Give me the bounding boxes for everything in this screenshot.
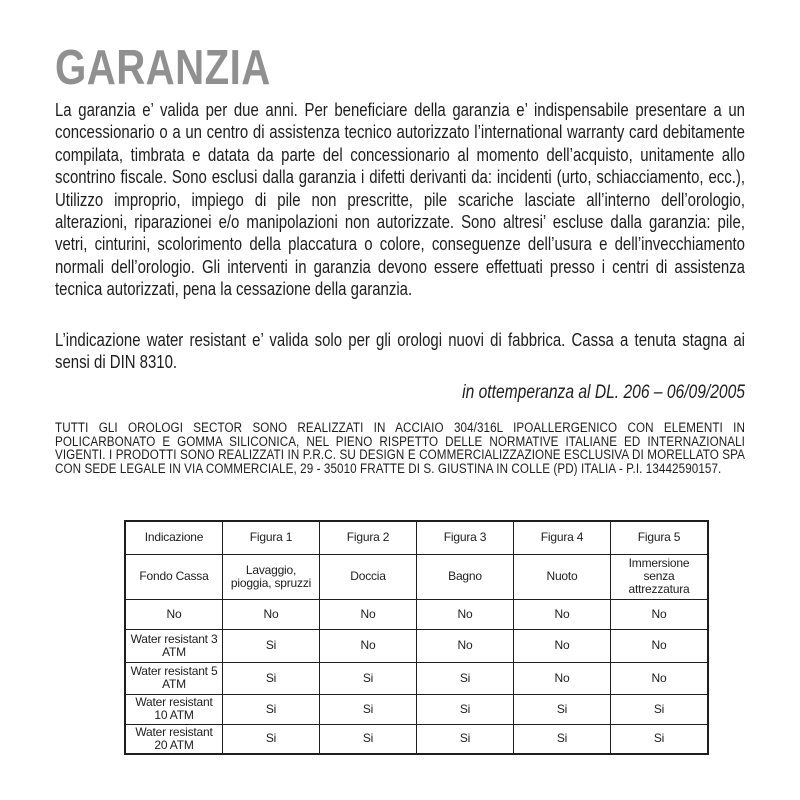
value-cell: Si	[611, 724, 709, 754]
table-row	[125, 554, 708, 599]
value-cell: Nuoto	[514, 554, 611, 599]
water-resistance-table	[124, 520, 709, 755]
row-label-cell: Water resistant 5 ATM	[125, 662, 223, 694]
value-cell: No	[514, 629, 611, 662]
row-label-cell: Water resistant 10 ATM	[125, 694, 223, 724]
water-resistance-table-head	[125, 521, 708, 554]
row-label-cell: No	[125, 599, 223, 629]
value-cell: No	[611, 599, 709, 629]
manufacturer-info-paragraph: TUTTI GLI OROLOGI SECTOR SONO REALIZZATI IN ACCIAIO 304/316L IPOALLERGENICO CON ELEMENTI IN POLICARBONATO E GOMMA SILICONICA, NEL PIENO RISPETTO DELLE NORMATIVE ITALIANE ED INTERNAZIONALI VIGENTI. I PRODOTTI SONO REALIZZATI IN P.R.C. SU DESIGN E COMMERCIALIZZAZIONE ESCLUSIVA DI MORELLATO SPA CON SEDE LEGALE IN VIA COMMERCIALE, 29 - 35010 FRATTE DI S. GIUSTINA IN COLLE (PD) ITALIA - P.I. 13442590157.	[55, 420, 745, 477]
value-cell: Si	[223, 662, 320, 694]
value-cell: No	[417, 599, 514, 629]
value-cell: Si	[223, 629, 320, 662]
value-cell: Doccia	[320, 554, 417, 599]
value-cell: Lavaggio, pioggia, spruzzi	[223, 554, 320, 599]
table-header-cell: Figura 4	[514, 521, 611, 554]
value-cell: Si	[514, 694, 611, 724]
value-cell: No	[611, 662, 709, 694]
value-cell: No	[320, 629, 417, 662]
value-cell: Si	[320, 694, 417, 724]
water-resistance-table-body	[125, 554, 708, 754]
table-header-cell: Figura 5	[611, 521, 709, 554]
value-cell: Si	[514, 724, 611, 754]
table-header-cell: Figura 1	[223, 521, 320, 554]
value-cell: Bagno	[417, 554, 514, 599]
table-row	[125, 662, 708, 694]
value-cell: Si	[417, 662, 514, 694]
value-cell: No	[611, 629, 709, 662]
value-cell: No	[514, 599, 611, 629]
table-header-cell: Figura 3	[417, 521, 514, 554]
table-row	[125, 629, 708, 662]
value-cell: Si	[611, 694, 709, 724]
water-resistant-note-paragraph: L’indicazione water resistant e’ valida solo per gli orologi nuovi di fabbrica. Cassa a tenuta stagna ai sensi di DIN 8310.	[55, 330, 745, 373]
value-cell: Si	[320, 662, 417, 694]
value-cell: Immersione senza attrezzatura	[611, 554, 709, 599]
table-header-cell: Figura 2	[320, 521, 417, 554]
value-cell: No	[514, 662, 611, 694]
value-cell: Si	[320, 724, 417, 754]
table-header-row	[125, 521, 708, 554]
warranty-terms-paragraph: La garanzia e’ valida per due anni. Per beneficiare della garanzia e’ indispensabile presentare a un concessionario o a un centro di assistenza tecnico autorizzato l’international warranty card debitamente compilata, timbrata e datata da parte del concessionario al momento dell’acquisto, unitamente allo scontrino fiscale. Sono esclusi dalla garanzia i difetti derivanti da: incidenti (urto, schiacciamento, ecc.), Utilizzo improprio, impiego di pile non prescritte, pile scariche lasciate all’interno dell’orologio, alterazioni, riparazionei e/o manipolazioni non autorizzate. Sono altresi’ escluse dalla garanzia: pile, vetri, cinturini, scolorimento della placcatura o colore, conseguenze dell’usura e dell’invecchiamento normali dell’orologio. Gli interventi in garanzia devono essere effettuati presso i centri di assistenza tecnica autorizzati, pena la cessazione della garanzia.	[55, 100, 745, 300]
row-label-cell: Water resistant 3 ATM	[125, 629, 223, 662]
value-cell: Si	[417, 694, 514, 724]
value-cell: Si	[417, 724, 514, 754]
value-cell: No	[417, 629, 514, 662]
table-row	[125, 599, 708, 629]
page-title: GARANZIA	[55, 41, 271, 95]
value-cell: No	[320, 599, 417, 629]
table-row	[125, 724, 708, 754]
value-cell: Si	[223, 724, 320, 754]
compliance-note: in ottemperanza al DL. 206 – 06/09/2005	[462, 382, 745, 403]
row-label-cell: Fondo Cassa	[125, 554, 223, 599]
table-row	[125, 694, 708, 724]
table-header-cell: Indicazione	[125, 521, 223, 554]
value-cell: No	[223, 599, 320, 629]
row-label-cell: Water resistant 20 ATM	[125, 724, 223, 754]
value-cell: Si	[223, 694, 320, 724]
